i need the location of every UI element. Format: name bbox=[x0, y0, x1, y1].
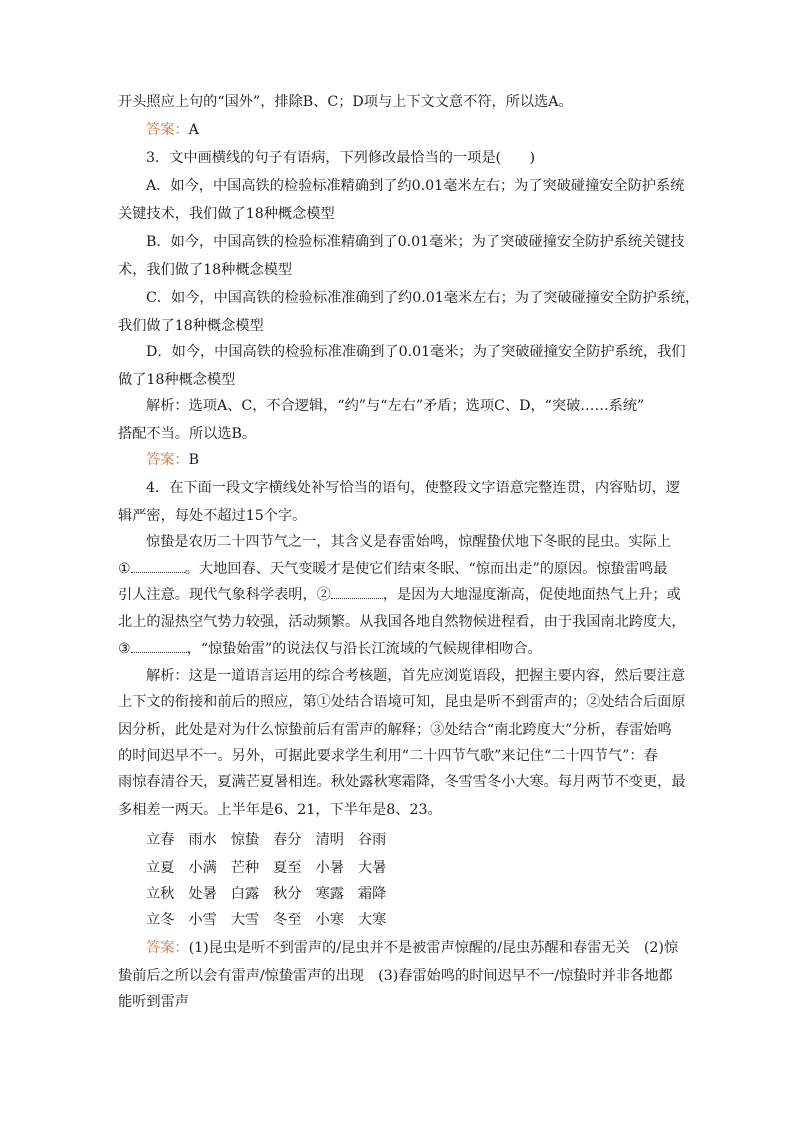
answer-label: 答案： bbox=[146, 122, 189, 138]
passage-text: ，是因为大地湿度渐高，促使地面热气上升；或 bbox=[382, 587, 681, 603]
answer-label: 答案： bbox=[146, 940, 189, 956]
solar-terms-row bbox=[146, 884, 400, 904]
solar-term: 立秋 bbox=[146, 886, 175, 902]
solar-term: 小满 bbox=[188, 860, 217, 876]
answer-line bbox=[146, 938, 678, 958]
solar-term: 立冬 bbox=[146, 912, 175, 928]
solar-term: 清明 bbox=[315, 832, 344, 848]
option-d-cont: 做了18种概念模型 bbox=[118, 372, 236, 388]
blank-marker: ① bbox=[118, 561, 131, 577]
solar-term: 谷雨 bbox=[357, 832, 387, 848]
solar-terms-row bbox=[146, 858, 400, 878]
analysis-4-cont: 雨惊春清谷天，夏满芒夏暑相连。秋处露秋寒霜降，冬雪雪冬小大寒。每月两节不变更，最 bbox=[118, 774, 686, 790]
solar-term: 小雪 bbox=[188, 912, 217, 928]
analysis-4-cont: 的时间迟早不一。另外，可据此要求学生利用“二十四节气歌”来记住“二十四节气”：春 bbox=[118, 748, 658, 764]
option-a: A．如今，中国高铁的检验标准精确到了约0.01毫米左右；为了突破碰撞安全防护系统 bbox=[146, 178, 685, 194]
answer-cont: 能听到雷声 bbox=[118, 994, 189, 1010]
solar-term: 秋分 bbox=[273, 886, 302, 902]
solar-term: 春分 bbox=[273, 832, 302, 848]
solar-term: 芒种 bbox=[230, 860, 260, 876]
analysis-4-cont: 因分析，此处是对为什么惊蛰前后有雷声的解释；③处结合“南北跨度大”分析，春雷始鸣 bbox=[118, 722, 672, 738]
passage-line: 北上的湿热空气势力较强，活动频繁。从我国各地自然物候进程看，由于我国南北跨度大， bbox=[118, 614, 686, 630]
solar-term: 大雪 bbox=[230, 912, 260, 928]
option-c: C．如今，中国高铁的检验标准准确到了约0.01毫米左右；为了突破碰撞安全防护系统， bbox=[146, 290, 700, 306]
option-d: D．如今，中国高铁的检验标准准确到了0.01毫米；为了突破碰撞安全防护系统，我们 bbox=[146, 344, 686, 360]
fill-blank-3 bbox=[131, 638, 187, 653]
analysis-3: 解析：选项A、C，不合逻辑，“约”与“左右”矛盾；选项C、D，“突破……系统” bbox=[146, 398, 645, 414]
solar-term: 小暑 bbox=[315, 860, 344, 876]
solar-term: 寒露 bbox=[315, 886, 344, 902]
solar-term: 立夏 bbox=[146, 860, 175, 876]
passage-line bbox=[118, 558, 667, 578]
solar-term: 大寒 bbox=[357, 912, 387, 928]
passage-line bbox=[118, 638, 542, 658]
passage-text: 引人注意。现代气象科学表明，② bbox=[118, 587, 331, 603]
answer-line bbox=[146, 450, 199, 470]
question-4-cont: 辑严密，每处不超过15个字。 bbox=[118, 508, 307, 524]
passage-text: ，“惊蛰始雷”的说法仅与沿长江流域的气候规律相吻合。 bbox=[186, 641, 542, 657]
option-b: B．如今，中国高铁的检验标准精确到了0.01毫米；为了突破碰撞安全防护系统关键技 bbox=[146, 234, 685, 250]
option-a-cont: 关键技术，我们做了18种概念模型 bbox=[118, 206, 335, 222]
option-c-cont: 我们做了18种概念模型 bbox=[118, 318, 264, 334]
blank-marker: ③ bbox=[118, 641, 131, 657]
answer-label: 答案： bbox=[146, 452, 189, 468]
solar-term: 霜降 bbox=[357, 886, 387, 902]
passage-line: 惊蛰是农历二十四节气之一，其含义是春雷始鸣，惊醒蛰伏地下冬眠的昆虫。实际上 bbox=[146, 534, 671, 550]
solar-term: 立春 bbox=[146, 832, 175, 848]
answer-value: B bbox=[188, 452, 200, 468]
solar-term: 冬至 bbox=[273, 912, 302, 928]
solar-term: 大暑 bbox=[357, 860, 387, 876]
answer-value: (1)昆虫是听不到雷声的/昆虫并不是被雷声惊醒的/昆虫苏醒和春雷无关 (2)惊 bbox=[188, 940, 679, 956]
analysis-4-cont: 多相差一两天。上半年是6、21，下半年是8、23。 bbox=[118, 802, 442, 818]
solar-term: 小寒 bbox=[315, 912, 344, 928]
option-b-cont: 术，我们做了18种概念模型 bbox=[118, 262, 293, 278]
analysis-3-cont: 搭配不当。所以选B。 bbox=[118, 426, 257, 442]
passage-line bbox=[118, 584, 681, 604]
solar-term: 惊蛰 bbox=[230, 832, 260, 848]
text-line: 开头照应上句的“国外”，排除B、C；D项与上下文文意不符，所以选A。 bbox=[118, 94, 573, 110]
answer-cont: 蛰前后之所以会有雷声/惊蛰雷声的出现 (3)春雷始鸣的时间迟早不一/惊蛰时并非各地都 bbox=[118, 968, 673, 984]
analysis-4-cont: 上下文的衔接和前后的照应，第①处结合语境可知，昆虫是听不到雷声的；②处结合后面原 bbox=[118, 694, 686, 710]
passage-text: 。大地回春、天气变暖才是使它们结束冬眠、“惊而出走”的原因。惊蛰雷鸣最 bbox=[184, 561, 668, 577]
solar-term: 白露 bbox=[230, 886, 260, 902]
answer-value: A bbox=[188, 122, 199, 138]
solar-terms-row bbox=[146, 830, 400, 850]
analysis-4: 解析：这是一道语言运用的综合考核题，首先应浏览语段，把握主要内容，然后要注意 bbox=[146, 668, 686, 684]
solar-term: 雨水 bbox=[188, 832, 217, 848]
answer-line bbox=[146, 120, 199, 140]
solar-term: 处暑 bbox=[188, 886, 217, 902]
fill-blank-1 bbox=[131, 558, 185, 573]
solar-terms-row bbox=[146, 910, 400, 930]
solar-term: 夏至 bbox=[273, 860, 302, 876]
question-3: 3．文中画横线的句子有语病，下列修改最恰当的一项是( ) bbox=[146, 150, 535, 166]
fill-blank-2 bbox=[331, 584, 383, 599]
question-4: 4．在下面一段文字横线处补写恰当的语句，使整段文字语意完整连贯，内容贴切，逻 bbox=[146, 480, 680, 496]
